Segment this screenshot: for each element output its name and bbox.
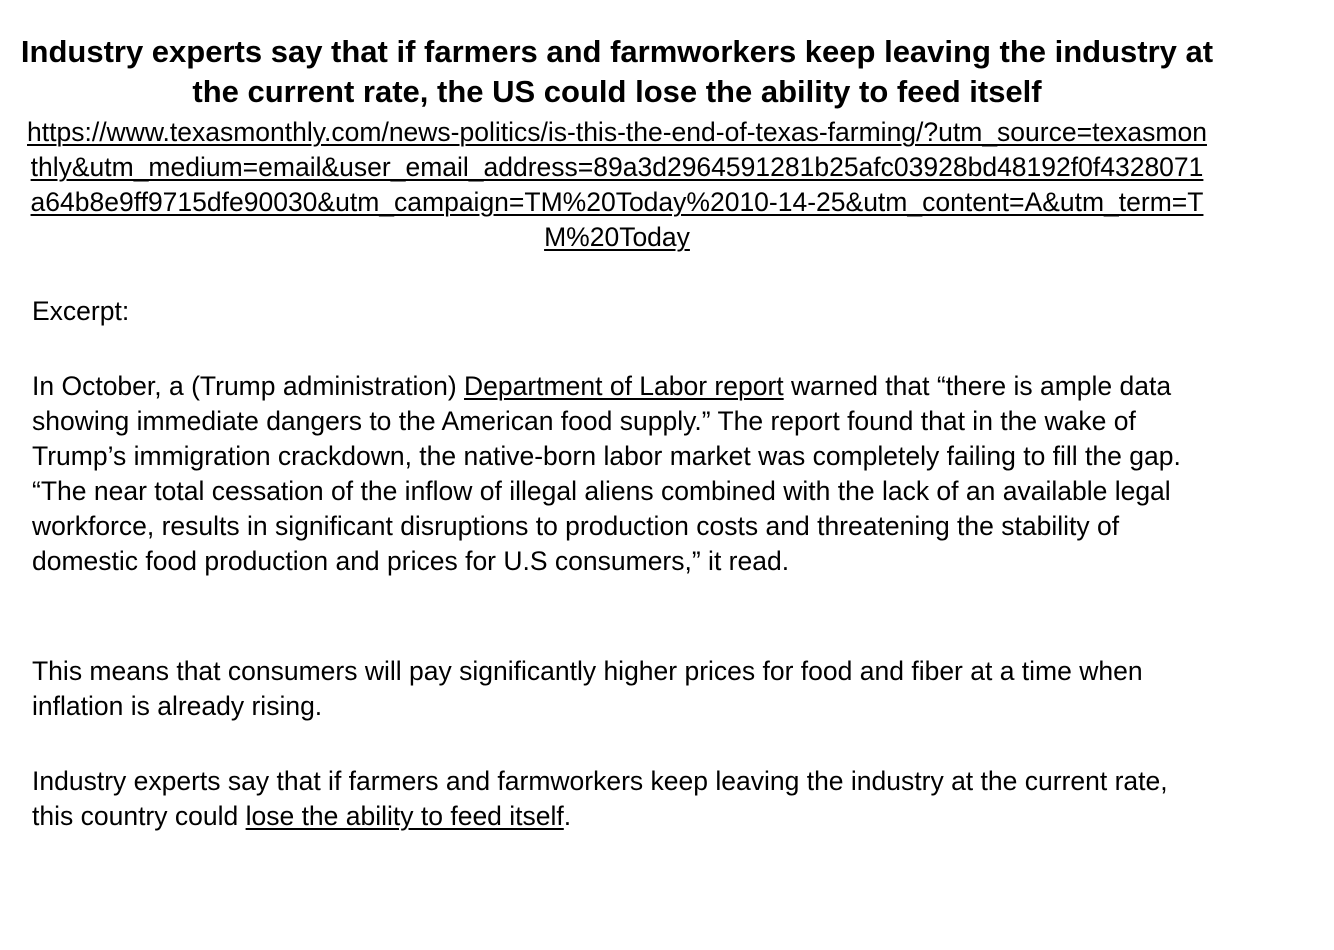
lose-ability-to-feed-itself-link[interactable]: lose the ability to feed itself	[245, 801, 564, 831]
excerpt-paragraph-1	[32, 369, 1202, 579]
paragraph-3-text-end: .	[563, 801, 572, 831]
source-url-paragraph	[24, 115, 1210, 255]
excerpt-paragraph-3	[32, 764, 1202, 834]
excerpt-label: Excerpt:	[32, 296, 130, 326]
paragraph-3-text-start: Industry experts say that if farmers and farmworkers keep leaving the industry at the current rate, this country could	[32, 766, 1168, 831]
department-of-labor-report-link[interactable]: Department of Labor report	[464, 371, 784, 401]
excerpt-paragraph-2: This means that consumers will pay significantly higher prices for food and fiber at a time when inflation is already rising.	[32, 656, 1143, 721]
paragraph-1-text-end: warned that “there is ample data showing immediate dangers to the American food supply.” The report found that in the wake of Trump’s immigration crackdown, the native-born labor market was completely failing to fill the gap. “The near total cessation of the inflow of illegal aliens combined with the lack of an available legal workforce, results in significant disruptions to production costs and threatening the stability of domestic food production and prices for U.S consumers,” it read.	[32, 371, 1181, 576]
source-url-link[interactable]: https://www.texasmonthly.com/news-politics/is-this-the-end-of-texas-farming/?utm_source=texasmonthly&utm_medium=email&user_email_address=89a3d2964591281b25afc03928bd48192f0f4328071a64b8e9ff9715dfe90030&utm_campaign=TM%20Today%2010-14-25&utm_content=A&utm_term=TM%20Today	[27, 117, 1207, 252]
paragraph-1-text-start: In October, a (Trump administration)	[32, 371, 465, 401]
page-title: Industry experts say that if farmers and farmworkers keep leaving the industry at the current rate, the US could lose the ability to feed itself	[20, 34, 1214, 109]
